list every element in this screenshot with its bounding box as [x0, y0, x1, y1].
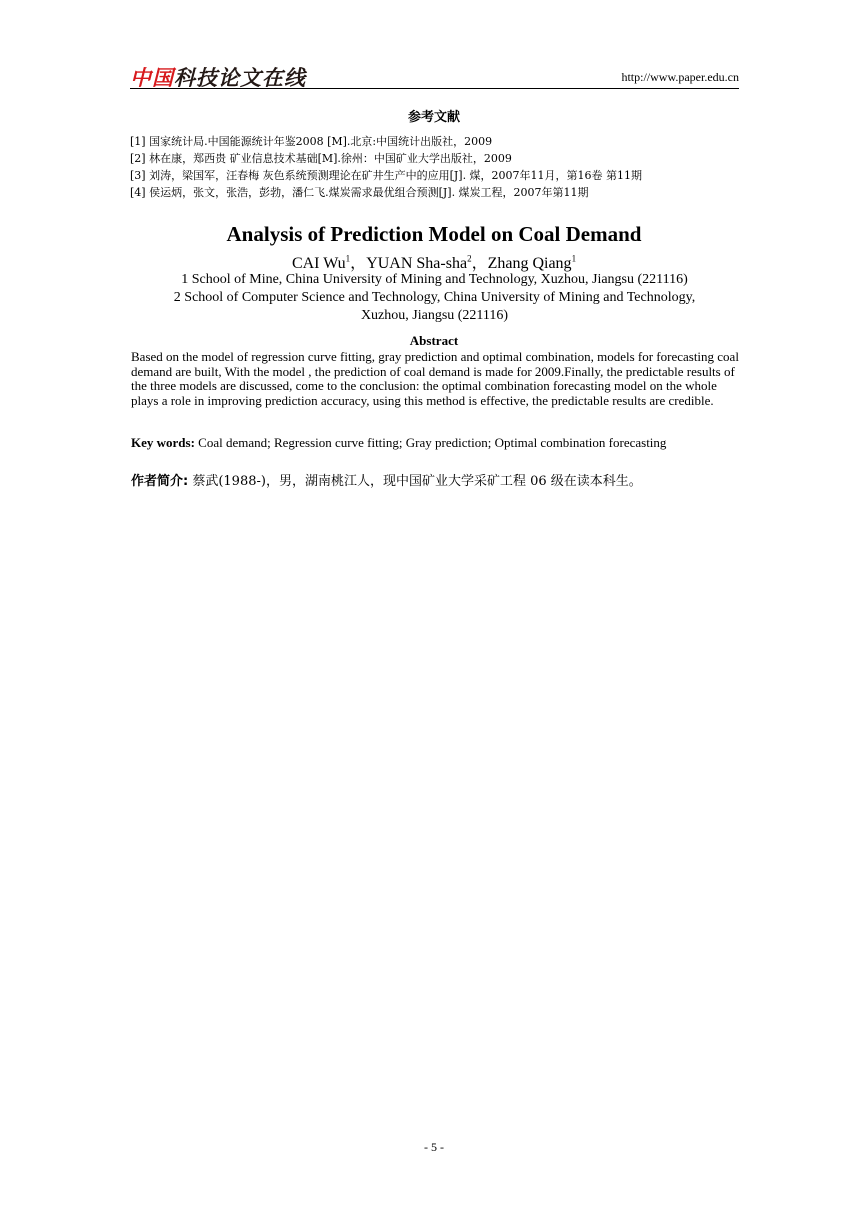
references-list: [130, 133, 750, 201]
affiliations: [130, 271, 739, 325]
affiliation-2-line1: 2 School of Computer Science and Technology, China University of Mining and Technology,: [173, 290, 696, 305]
keywords-label: Key words:: [131, 435, 195, 450]
author-affiliation-mark: 1: [345, 253, 351, 264]
author-bio: [131, 470, 751, 489]
reference-item: [2] 林在康，郑西贵 矿业信息技术基础[M].徐州：中国矿业大学出版社，2009: [130, 152, 512, 165]
abstract-title: Abstract: [409, 333, 459, 348]
author-separator: ，: [350, 255, 367, 272]
reference-item: [4] 侯运炳，张文，张浩，彭勃，潘仁飞.煤炭需求最优组合预测[J]. 煤炭工程，2007年第11期: [130, 186, 589, 199]
author-name: YUAN Sha-sha: [366, 255, 468, 272]
author-affiliation-mark: 2: [467, 253, 472, 264]
page-header: [130, 60, 739, 89]
abstract-text: Based on the model of regression curve fitting, gray prediction and optimal combination, models for forecasting coal demand are built, With the model , the prediction of coal demand is made for 2009.Finally, the predictable results of the three models are discussed, come to the conclusion: the optimal combination forecasting model on the whole plays a role in improving prediction accuracy, using this method is effective, the predictable results are credible.: [131, 349, 739, 408]
author-line: [0, 250, 868, 273]
header-url: http://www.paper.edu.cn: [621, 70, 739, 84]
page-number: - 5 -: [424, 1140, 444, 1154]
reference-item: [3] 刘涛，梁国军，汪春梅 灰色系统预测理论在矿井生产中的应用[J]. 煤，2007年11月，第16卷 第11期: [130, 169, 643, 182]
bio-text: 蔡武(1988-)，男，湖南桃江人，现中国矿业大学采矿工程 06 级在读本科生。: [192, 474, 642, 489]
logo-text-dark: 科技论文在线: [174, 66, 306, 90]
references-title: 参考文献: [407, 110, 460, 125]
affiliation-1: 1 School of Mine, China University of Mining and Technology, Xuzhou, Jiangsu (221116): [181, 272, 688, 287]
reference-item: [1] 国家统计局.中国能源统计年鉴2008 [M].北京:中国统计出版社，2009: [130, 135, 493, 148]
author-affiliation-mark: 1: [571, 253, 577, 264]
affiliation-2-line2: Xuzhou, Jiangsu (221116): [360, 308, 509, 323]
logo-text-red: 中国: [130, 66, 174, 90]
keywords-text: Coal demand; Regression curve fitting; Gray prediction; Optimal combination forecasting: [198, 435, 667, 450]
site-logo: [130, 62, 306, 92]
author-separator: ，: [471, 255, 488, 272]
author-name: CAI Wu: [291, 255, 346, 272]
paper-title: Analysis of Prediction Model on Coal Demand: [226, 222, 642, 246]
author-name: Zhang Qiang: [487, 255, 572, 272]
bio-label: 作者简介:: [131, 474, 189, 489]
keywords: [131, 435, 751, 451]
